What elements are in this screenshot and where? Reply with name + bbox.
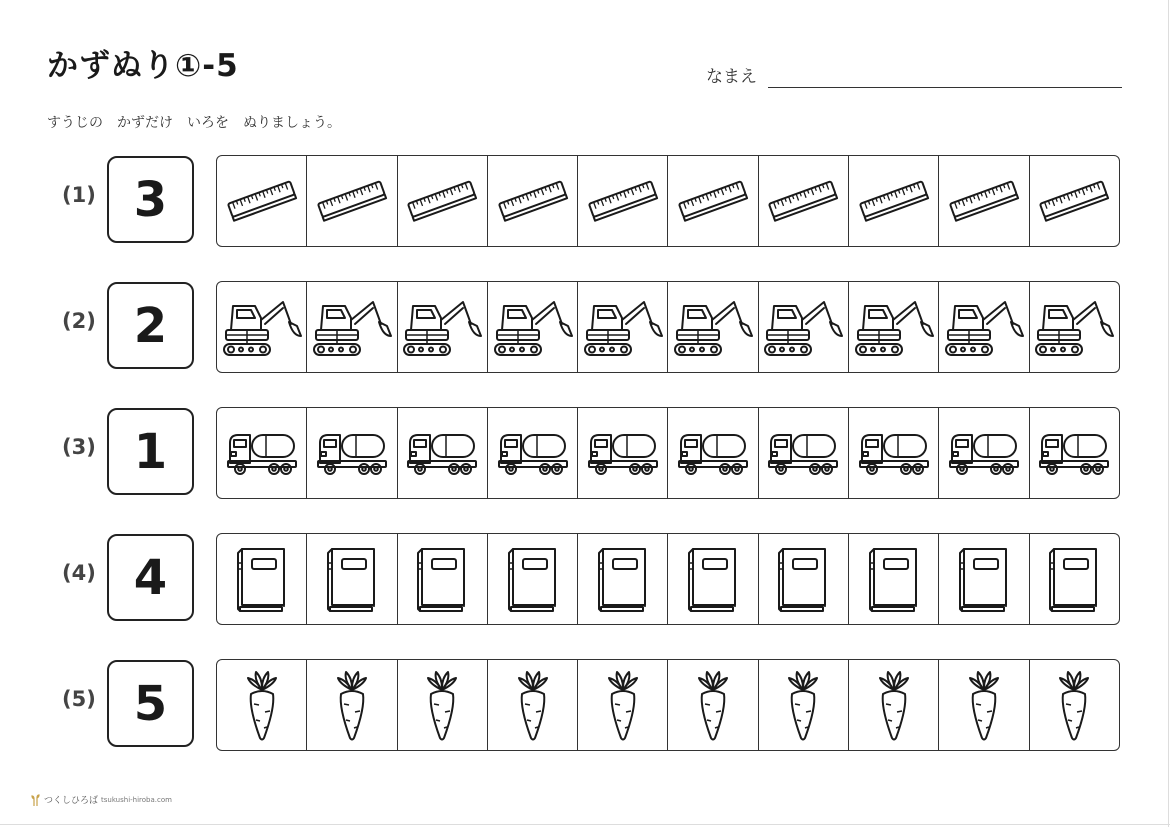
picture-cell[interactable] [939,408,1029,498]
brand-name: つくしひろば [44,796,99,806]
picture-cell[interactable] [217,156,307,246]
excavator-icon [1033,296,1115,358]
ruler-icon [225,176,299,226]
ruler-icon [766,176,840,226]
excavator-icon [401,296,483,358]
sprout-logo-icon [31,794,41,806]
ruler-icon [857,176,931,226]
picture-strip [216,659,1120,751]
ruler-icon [405,176,479,226]
target-number: 2 [107,282,194,369]
target-number: 5 [107,660,194,747]
picture-cell[interactable] [668,534,758,624]
exercise-row-1 [0,155,1170,247]
picture-cell[interactable] [398,660,488,750]
excavator-icon [311,296,393,358]
notebook-icon [864,543,924,615]
picture-cell[interactable] [307,156,397,246]
carrot-icon [603,668,643,742]
name-write-line[interactable] [768,87,1122,88]
carrot-icon [874,668,914,742]
tanker-truck-icon [948,429,1020,477]
carrot-icon [422,668,462,742]
brand-url[interactable]: tsukushi-hiroba.com [101,795,172,804]
exercise-row-5 [0,659,1170,751]
picture-cell[interactable] [398,156,488,246]
excavator-icon [582,296,664,358]
picture-cell[interactable] [217,534,307,624]
notebook-icon [773,543,833,615]
picture-cell[interactable] [849,534,939,624]
tanker-truck-icon [497,429,569,477]
excavator-icon [221,296,303,358]
notebook-icon [322,543,382,615]
picture-cell[interactable] [488,660,578,750]
picture-cell[interactable] [578,660,668,750]
ruler-icon [1037,176,1111,226]
picture-cell[interactable] [759,156,849,246]
picture-strip [216,407,1120,499]
picture-cell[interactable] [488,156,578,246]
picture-cell[interactable] [307,408,397,498]
picture-cell[interactable] [217,408,307,498]
picture-cell[interactable] [939,282,1029,372]
exercise-row-3 [0,407,1170,499]
picture-cell[interactable] [1030,408,1119,498]
picture-cell[interactable] [1030,156,1119,246]
excavator-icon [672,296,754,358]
row-label: (1) [62,183,96,207]
ruler-icon [496,176,570,226]
picture-cell[interactable] [488,534,578,624]
ruler-icon [586,176,660,226]
page-bottom-edge [0,824,1170,825]
picture-cell[interactable] [217,282,307,372]
ruler-icon [947,176,1021,226]
target-number: 1 [107,408,194,495]
picture-cell[interactable] [849,660,939,750]
picture-cell[interactable] [939,660,1029,750]
picture-cell[interactable] [578,282,668,372]
picture-cell[interactable] [1030,282,1119,372]
row-label: (2) [62,309,96,333]
picture-cell[interactable] [759,282,849,372]
carrot-icon [783,668,823,742]
row-label: (3) [62,435,96,459]
picture-cell[interactable] [668,660,758,750]
row-label: (4) [62,561,96,585]
instruction-text: すうじの かずだけ いろを ぬりましょう。 [47,115,341,131]
tanker-truck-icon [406,429,478,477]
tanker-truck-icon [858,429,930,477]
exercise-row-4 [0,533,1170,625]
picture-cell[interactable] [307,282,397,372]
picture-cell[interactable] [759,534,849,624]
picture-cell[interactable] [488,282,578,372]
notebook-icon [593,543,653,615]
picture-cell[interactable] [668,408,758,498]
carrot-icon [242,668,282,742]
picture-cell[interactable] [668,156,758,246]
carrot-icon [332,668,372,742]
notebook-icon [503,543,563,615]
ruler-icon [676,176,750,226]
tanker-truck-icon [1038,429,1110,477]
picture-cell[interactable] [307,534,397,624]
carrot-icon [964,668,1004,742]
notebook-icon [954,543,1014,615]
target-number: 3 [107,156,194,243]
picture-cell[interactable] [939,156,1029,246]
picture-strip [216,533,1120,625]
page-right-edge [1168,0,1169,827]
row-label: (5) [62,687,96,711]
carrot-icon [693,668,733,742]
notebook-icon [683,543,743,615]
picture-cell[interactable] [1030,534,1119,624]
picture-cell[interactable] [307,660,397,750]
picture-cell[interactable] [217,660,307,750]
picture-cell[interactable] [578,534,668,624]
picture-cell[interactable] [759,408,849,498]
exercise-row-2 [0,281,1170,373]
excavator-icon [943,296,1025,358]
picture-cell[interactable] [939,534,1029,624]
excavator-icon [492,296,574,358]
footer-brand [31,793,172,806]
excavator-icon [762,296,844,358]
notebook-icon [232,543,292,615]
picture-cell[interactable] [668,282,758,372]
carrot-icon [1054,668,1094,742]
tanker-truck-icon [587,429,659,477]
picture-cell[interactable] [1030,660,1119,750]
picture-cell[interactable] [398,534,488,624]
picture-cell[interactable] [578,408,668,498]
notebook-icon [412,543,472,615]
notebook-icon [1044,543,1104,615]
ruler-icon [315,176,389,226]
picture-cell[interactable] [398,408,488,498]
tanker-truck-icon [677,429,749,477]
tanker-truck-icon [767,429,839,477]
picture-strip [216,281,1120,373]
picture-cell[interactable] [759,660,849,750]
name-label: なまえ [706,67,757,87]
picture-cell[interactable] [849,156,939,246]
tanker-truck-icon [226,429,298,477]
worksheet-title: かずぬり①-5 [47,48,239,84]
picture-cell[interactable] [398,282,488,372]
picture-cell[interactable] [578,156,668,246]
carrot-icon [513,668,553,742]
excavator-icon [853,296,935,358]
picture-cell[interactable] [849,282,939,372]
target-number: 4 [107,534,194,621]
picture-cell[interactable] [849,408,939,498]
picture-strip [216,155,1120,247]
tanker-truck-icon [316,429,388,477]
picture-cell[interactable] [488,408,578,498]
